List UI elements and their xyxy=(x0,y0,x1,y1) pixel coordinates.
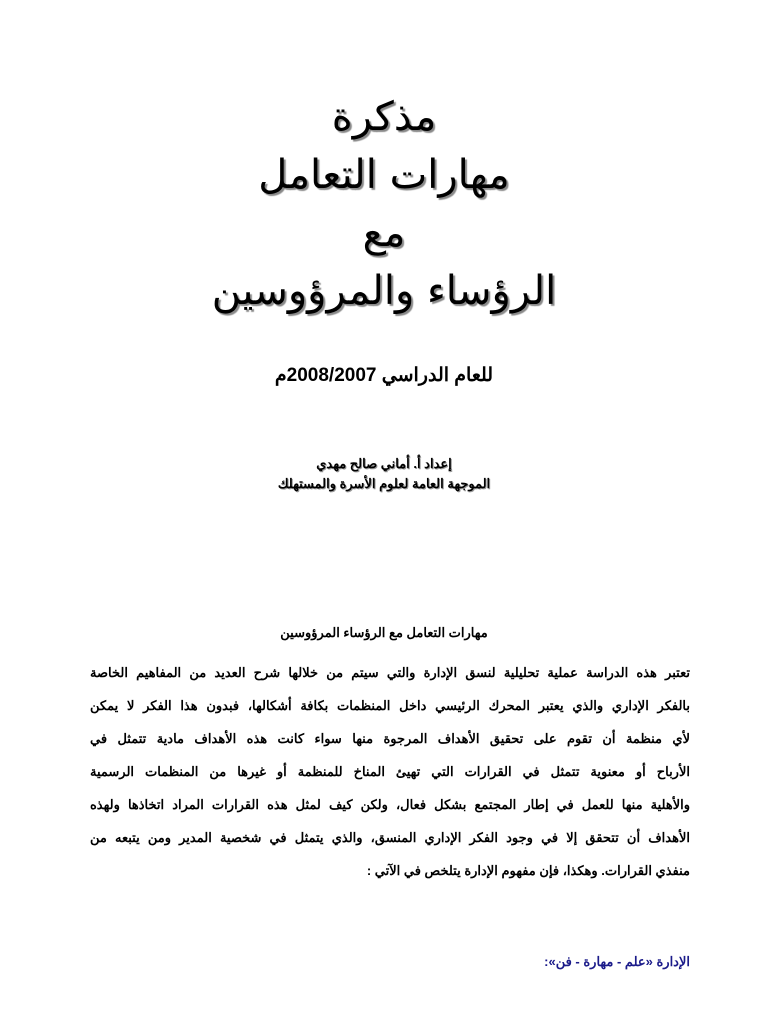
title-line-1: مذكرة xyxy=(331,94,437,140)
academic-year: للعام الدراسي 2008/2007م xyxy=(274,365,494,386)
author-name: إعداد أ. أماني صالح مهدي xyxy=(316,456,452,471)
title-line-2: مهارات التعامل xyxy=(258,152,510,198)
paragraph-line: الأرباح أو معنوية تتمثل في القرارات التي تهيئ المناخ للمنظمة أو غيرها من المنظمات الرسمية xyxy=(90,764,690,779)
paragraph-line: لأي منظمة أن تقوم على تحقيق الأهداف المرجوة منها سواء كانت هذه الأهداف مادية تتمثل في xyxy=(90,731,690,746)
title-line-3: مع xyxy=(362,210,406,256)
paragraph-line: تعتبر هذه الدراسة عملية تحليلية لنسق الإدارة والتي سيتم من خلالها شرح العديد من المفاهيم الخاصة xyxy=(90,665,690,680)
title-line-4: الرؤساء والمرؤوسين xyxy=(211,268,557,314)
definition-heading: الإدارة «علم - مهارة - فن»: xyxy=(544,954,690,969)
paragraph-line: الأهداف أن تتحقق إلا في وجود الفكر الإداري المنسق، والذي يتمثل في شخصية المدير ومن يتبعه من xyxy=(90,830,690,845)
paragraph-line: والأهلية منها للعمل في إطار المجتمع بشكل فعال، ولكن كيف لمثل هذه القرارات المراد اتخاذها ولهذه xyxy=(90,797,690,812)
title-block xyxy=(0,88,768,320)
paragraph-line: منفذي القرارات. وهكذا، فإن مفهوم الإدارة يتلخص في الآتي : xyxy=(366,863,690,878)
body-paragraph xyxy=(90,656,690,887)
paragraph-line: بالفكر الإداري والذي يعتبر المحرك الرئيسي داخل المنظمات بكافة أشكالها، فبدون هذا الفكر لا يمكن xyxy=(90,698,690,713)
author-position: الموجهة العامة لعلوم الأسرة والمستهلك xyxy=(277,476,491,491)
author-block xyxy=(0,454,768,494)
section-heading: مهارات التعامل مع الرؤساء المرؤوسين xyxy=(280,625,488,640)
